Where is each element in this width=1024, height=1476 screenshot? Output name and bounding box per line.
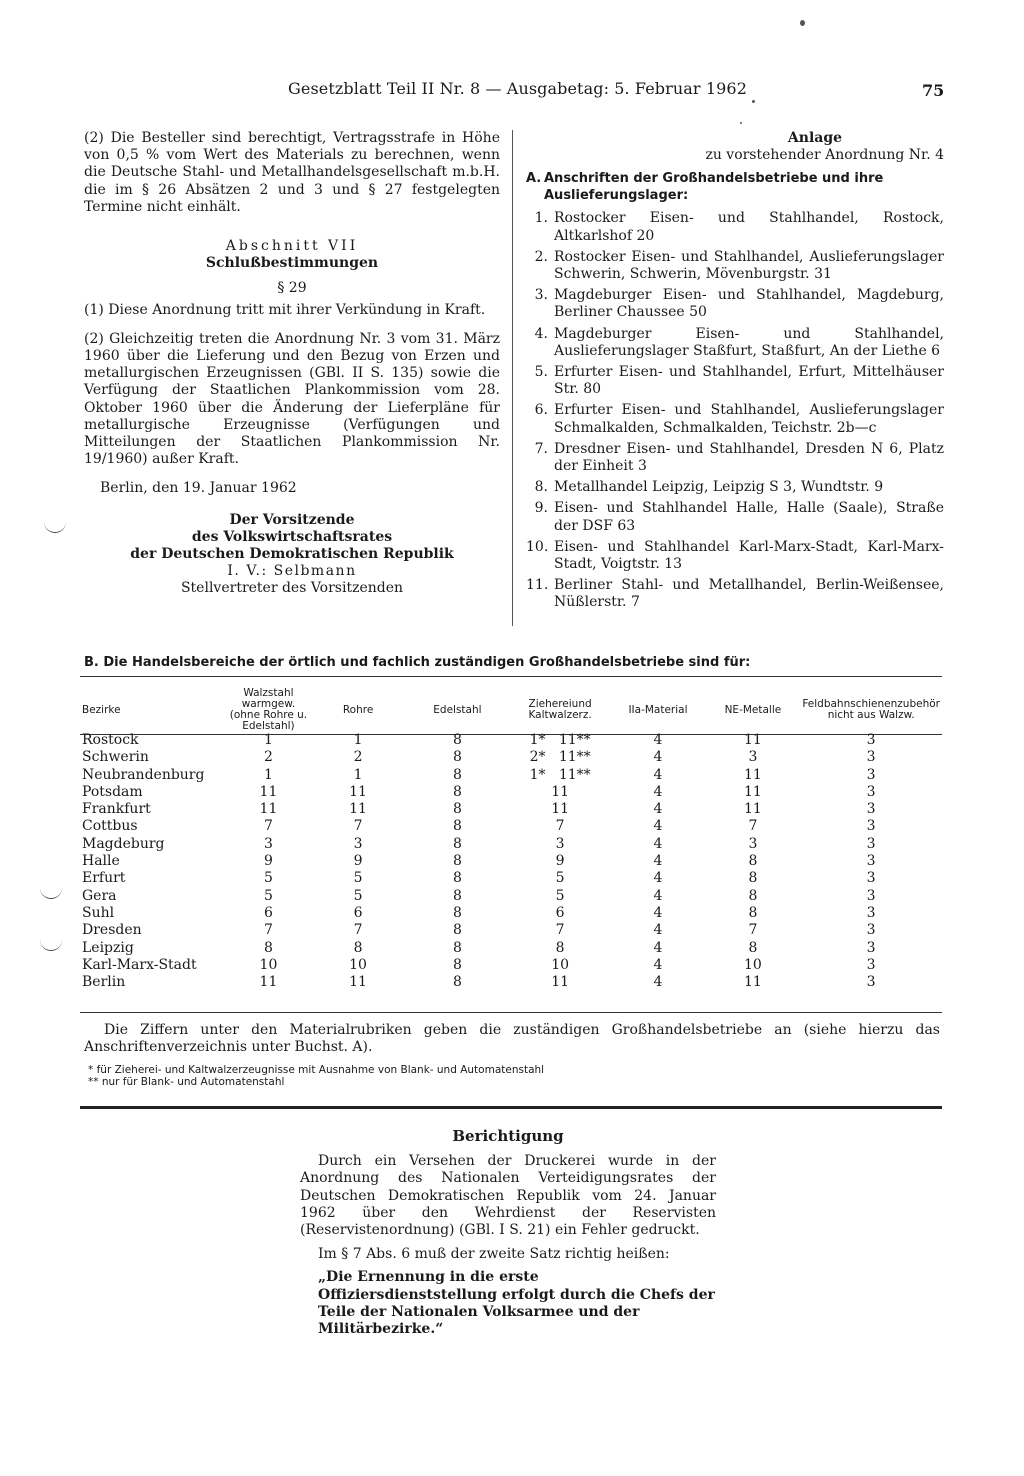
berichtigung-title: Berichtigung <box>452 1127 564 1145</box>
address-text: Erfurter Eisen- und Stahlhandel, Erfurt, Mittelhäuser Str. 80 <box>554 364 944 398</box>
address-item <box>526 249 944 283</box>
section-a-heading <box>526 170 944 204</box>
table-cell: 5 <box>263 887 273 904</box>
table-row <box>80 940 942 957</box>
margin-check-mark <box>40 886 62 899</box>
address-item <box>526 539 944 573</box>
address-item <box>526 287 944 321</box>
distribution-table <box>80 688 942 991</box>
table-cell: 8 <box>452 904 462 921</box>
table-cell: 11 <box>259 783 278 800</box>
bezirk-cell: Potsdam <box>82 783 143 800</box>
table-cell: 1* 11** <box>529 766 591 783</box>
table-cell: 8 <box>748 904 758 921</box>
anlage-title: Anlage <box>787 130 843 146</box>
address-number: 3. <box>534 287 548 304</box>
table-cell: 8 <box>748 939 758 956</box>
table-cell: 8 <box>452 818 462 835</box>
right-column <box>526 130 944 616</box>
address-text: Magdeburger Eisen- und Stahlhandel, Magdeburg, Berliner Chaussee 50 <box>554 287 944 321</box>
print-speck <box>800 20 805 26</box>
address-number: 7. <box>534 440 548 457</box>
p29-clause-1: (1) Diese Anordnung tritt mit ihrer Verkündung in Kraft. <box>84 301 486 318</box>
table-cell: 11 <box>551 974 570 991</box>
table-note: Die Ziffern unter den Materialrubriken geben die zuständigen Großhandelsbetriebe an (siehe hierzu das Anschriftenverzeichnis unter Buchst. A). <box>84 1022 940 1056</box>
table-header-row <box>80 688 942 732</box>
section-b-heading: B. Die Handelsbereiche der örtlich und fachlich zuständigen Großhandelsbetriebe sind für: <box>84 655 751 670</box>
table-row <box>80 749 942 766</box>
table-cell: 8 <box>452 956 462 973</box>
table-cell: 7 <box>263 818 273 835</box>
table-cell: 3 <box>866 732 876 748</box>
signature-line-1: Der Vorsitzende <box>229 511 355 528</box>
table-cell: 8 <box>452 853 462 870</box>
paragraph-2: (2) Die Besteller sind berechtigt, Vertragsstrafe in Höhe von 0,5 % vom Wert des Materials zu berechnen, wenn die Deutsche Stahl- und Metallhandelsgesellschaft m.b.H. die im § 26 Absätzen 2 und 3 und § 27 festgelegten Termine nicht einhält. <box>84 130 500 215</box>
table-row <box>80 784 942 801</box>
footnote-1: * für Zieherei- und Kaltwalzerzeugnisse mit Ausnahme von Blank- und Automatenstahl <box>88 1064 545 1076</box>
address-number: 5. <box>534 364 548 381</box>
table-cell: 4 <box>653 922 663 939</box>
address-item <box>526 402 944 436</box>
table-cell: 4 <box>653 749 663 766</box>
address-item <box>526 441 944 475</box>
table-cell: 11 <box>349 783 367 800</box>
table-cell: 3 <box>866 766 876 783</box>
table-cell: 3 <box>866 749 876 766</box>
footnote-2: ** nur für Blank- und Automatenstahl <box>88 1076 285 1088</box>
table-cell: 9 <box>263 853 273 870</box>
page-number: 75 <box>922 81 945 100</box>
table-row <box>80 905 942 922</box>
table-cell: 8 <box>452 732 462 748</box>
section-a-letter: A. <box>526 171 542 187</box>
signature-block <box>84 512 500 598</box>
table-row <box>80 818 942 835</box>
column-header: Rohre <box>342 703 374 716</box>
table-cell: 8 <box>452 766 462 783</box>
address-item <box>526 326 944 360</box>
left-column <box>84 130 500 598</box>
column-header: Ziehereiund Kaltwalzerz. <box>528 698 592 721</box>
bezirk-cell: Berlin <box>82 974 126 991</box>
table-cell: 8 <box>452 749 462 766</box>
table-cell: 8 <box>263 939 273 956</box>
table-cell: 3 <box>555 835 565 852</box>
table-cell: 1 <box>263 766 273 783</box>
print-speck <box>740 122 742 124</box>
table-cell: 8 <box>452 887 462 904</box>
table-cell: 3 <box>353 835 363 852</box>
table-cell: 11 <box>744 783 762 800</box>
table-cell: 8 <box>452 922 462 939</box>
table-row <box>80 888 942 905</box>
table-cell: 8 <box>555 939 565 956</box>
table-cell: 6 <box>353 904 363 921</box>
bezirk-cell: Cottbus <box>82 818 138 835</box>
table-cell: 7 <box>263 922 273 939</box>
table-cell: 7 <box>555 818 565 835</box>
column-header: IIa-Material <box>628 703 688 716</box>
table-cell: 8 <box>748 853 758 870</box>
table-cell: 3 <box>866 818 876 835</box>
table-cell: 11 <box>259 801 278 818</box>
bezirk-cell: Erfurt <box>82 870 126 887</box>
table-cell: 4 <box>653 818 663 835</box>
bezirk-cell: Leipzig <box>82 939 134 956</box>
table-cell: 4 <box>653 956 663 973</box>
table-cell: 5 <box>353 870 363 887</box>
table-top-rule <box>80 676 942 677</box>
table-cell: 4 <box>653 835 663 852</box>
table-row <box>80 922 942 939</box>
signature-line-2: des Volkswirtschaftsrates <box>191 528 393 545</box>
table-cell: 3 <box>866 922 876 939</box>
column-header: Walzstahl warmgew. (ohne Rohre u. Edelstahl) <box>229 687 308 732</box>
bezirk-cell: Magdeburg <box>82 835 165 852</box>
address-text: Magdeburger Eisen- und Stahlhandel, Auslieferungslager Staßfurt, Staßfurt, An der Liethe 6 <box>554 325 944 359</box>
table-cell: 7 <box>353 818 363 835</box>
table-cell: 10 <box>551 956 570 973</box>
bezirk-cell: Schwerin <box>82 749 149 766</box>
table-cell: 8 <box>748 870 758 887</box>
table-cell: 6 <box>263 904 273 921</box>
table-cell: 3 <box>866 870 876 887</box>
table-cell: 4 <box>653 783 663 800</box>
table-cell: 4 <box>653 870 663 887</box>
address-number: 2. <box>534 248 548 265</box>
section-rule <box>80 1106 942 1109</box>
address-number: 10. <box>526 538 549 555</box>
table-cell: 8 <box>452 870 462 887</box>
table-cell: 8 <box>452 974 462 991</box>
section-a-title: Anschriften der Großhandelsbetriebe und ihre Auslieferungslager: <box>544 171 884 204</box>
bezirk-cell: Frankfurt <box>82 801 151 818</box>
table-cell: 3 <box>748 749 758 766</box>
table-cell: 1 <box>263 732 273 748</box>
column-header: NE-Metalle <box>724 703 782 716</box>
address-number: 8. <box>534 479 548 496</box>
bezirk-cell: Suhl <box>82 904 115 921</box>
table-cell: 10 <box>744 956 762 973</box>
table-cell: 11 <box>744 974 762 991</box>
table-row <box>80 974 942 991</box>
address-text: Rostocker Eisen- und Stahlhandel, Auslieferungslager Schwerin, Schwerin, Mövenburgstr. 31 <box>554 248 944 283</box>
table-cell: 11 <box>744 732 762 748</box>
section-label: Abschnitt VII <box>225 238 359 255</box>
bezirk-cell: Halle <box>82 853 120 870</box>
table-cell: 7 <box>748 922 758 939</box>
address-number: 6. <box>534 402 548 419</box>
table-row <box>80 870 942 887</box>
table-cell: 5 <box>555 887 565 904</box>
table-row <box>80 801 942 818</box>
table-cell: 8 <box>353 939 363 956</box>
table-cell: 4 <box>653 887 663 904</box>
table-cell: 4 <box>653 801 663 818</box>
table-cell: 11 <box>551 783 570 800</box>
address-item <box>526 577 944 611</box>
table-cell: 11 <box>551 801 570 818</box>
table-cell: 5 <box>263 870 273 887</box>
address-item <box>526 479 944 496</box>
column-header: Bezirke <box>82 703 121 716</box>
table-cell: 4 <box>653 853 663 870</box>
table-row <box>80 853 942 870</box>
margin-check-mark <box>40 938 62 951</box>
table-cell: 3 <box>866 783 876 800</box>
signature-line-3: der Deutschen Demokratischen Republik <box>130 546 454 563</box>
table-cell: 11 <box>744 766 762 783</box>
table-cell: 7 <box>748 818 758 835</box>
table-cell: 5 <box>353 887 363 904</box>
running-header: Gesetzblatt Teil II Nr. 8 — Ausgabetag: 5. Februar 1962 <box>288 79 747 98</box>
bezirk-cell: Rostock <box>82 732 139 748</box>
table-row <box>80 836 942 853</box>
bezirk-cell: Neubrandenburg <box>82 766 205 783</box>
column-header: Edelstahl <box>433 703 482 716</box>
bezirk-cell: Gera <box>82 887 117 904</box>
address-number: 9. <box>534 500 548 517</box>
table-cell: 1 <box>353 732 363 748</box>
section-title: Schlußbestimmungen <box>205 255 379 272</box>
table-cell: 1* 11** <box>529 732 591 748</box>
address-item <box>526 210 944 244</box>
table-cell: 2 <box>353 749 363 766</box>
print-speck <box>752 100 755 103</box>
table-cell: 7 <box>353 922 363 939</box>
table-cell: 7 <box>555 922 565 939</box>
address-item <box>526 364 944 398</box>
address-text: Eisen- und Stahlhandel Karl-Marx-Stadt, Karl-Marx-Stadt, Voigtstr. 13 <box>554 538 944 573</box>
table-row <box>80 732 942 749</box>
margin-check-mark <box>44 520 66 533</box>
table-cell: 10 <box>349 956 367 973</box>
paragraph-sign: § 29 <box>277 280 307 297</box>
table-header <box>80 688 942 732</box>
table-cell: 4 <box>653 732 663 748</box>
table-cell: 3 <box>866 939 876 956</box>
table-cell: 2 <box>263 749 273 766</box>
table-cell: 8 <box>452 939 462 956</box>
table-cell: 8 <box>452 801 462 818</box>
table-row <box>80 767 942 784</box>
address-number: 1. <box>534 210 548 227</box>
berichtigung-quote: „Die Ernennung in die erste Offiziersdienststellung erfolgt durch die Chefs der Teile der Nationalen Volksarmee und der Militärbezirke.“ <box>318 1269 715 1338</box>
table-cell: 10 <box>259 956 278 973</box>
address-text: Eisen- und Stahlhandel Halle, Halle (Saale), Straße der DSF 63 <box>554 500 944 534</box>
table-cell: 9 <box>555 853 565 870</box>
table-cell: 8 <box>452 835 462 852</box>
address-text: Dresdner Eisen- und Stahlhandel, Dresden N 6, Platz der Einheit 3 <box>554 440 944 475</box>
table-cell: 3 <box>866 974 876 991</box>
table-cell: 5 <box>555 870 565 887</box>
berichtigung-para-2: Im § 7 Abs. 6 muß der zweite Satz richtig heißen: <box>318 1246 670 1263</box>
address-number: 4. <box>534 325 548 342</box>
table-cell: 8 <box>452 783 462 800</box>
table-cell: 11 <box>349 801 367 818</box>
table-cell: 4 <box>653 939 663 956</box>
address-number: 11. <box>526 577 549 594</box>
address-text: Rostocker Eisen- und Stahlhandel, Rostock, Altkarlshof 20 <box>554 210 944 244</box>
date-line: Berlin, den 19. Januar 1962 <box>100 480 297 497</box>
table-cell: 11 <box>349 974 367 991</box>
table-cell: 3 <box>748 835 758 852</box>
column-header: Feldbahnschienenzubehör nicht aus Walzw. <box>802 698 940 721</box>
column-divider <box>512 130 513 626</box>
table-cell: 4 <box>653 766 663 783</box>
bezirk-cell: Dresden <box>82 922 142 939</box>
anlage-subtitle: zu vorstehender Anordnung Nr. 4 <box>705 147 944 164</box>
table-cell: 3 <box>866 887 876 904</box>
signature-line-5: Stellvertreter des Vorsitzenden <box>180 580 404 597</box>
table-cell: 3 <box>866 835 876 852</box>
table-body <box>80 732 942 991</box>
table-cell: 2* 11** <box>529 749 591 766</box>
table-bottom-rule <box>80 1012 942 1013</box>
address-text: Erfurter Eisen- und Stahlhandel, Auslieferungslager Schmalkalden, Schmalkalden, Teichstr. 2b—c <box>554 402 944 436</box>
bezirk-cell: Karl-Marx-Stadt <box>82 956 197 973</box>
table-cell: 3 <box>866 801 876 818</box>
table-cell: 3 <box>263 835 273 852</box>
table-cell: 11 <box>744 801 762 818</box>
address-text: Metallhandel Leipzig, Leipzig S 3, Wundtstr. 9 <box>554 479 884 496</box>
address-list <box>526 210 944 611</box>
table-cell: 6 <box>555 904 565 921</box>
berichtigung-block <box>300 1128 716 1338</box>
table-cell: 4 <box>653 904 663 921</box>
address-text: Berliner Stahl- und Metallhandel, Berlin-Weißensee, Nüßlerstr. 7 <box>554 577 944 611</box>
table-cell: 11 <box>259 974 278 991</box>
table-cell: 3 <box>866 853 876 870</box>
table-cell: 3 <box>866 904 876 921</box>
table-cell: 9 <box>353 853 363 870</box>
table-row <box>80 957 942 974</box>
address-item <box>526 500 944 534</box>
p29-clause-2: (2) Gleichzeitig treten die Anordnung Nr. 3 vom 31. März 1960 über die Lieferung und den Bezug von Erzen und metallurgischen Erzeugnissen (GBl. II S. 135) sowie die Verfügung der Staatlichen Plankommission vom 28. Oktober 1960 über die Änderung der Lieferpläne für metallurgische Erzeugnisse (Verfügungen und Mitteilungen der Staatlichen Plankommission Nr. 19/1960) außer Kraft. <box>84 330 500 468</box>
table-cell: 1 <box>353 766 363 783</box>
table-cell: 8 <box>748 887 758 904</box>
table-cell: 4 <box>653 974 663 991</box>
signature-line-4: I. V.: Selbmann <box>227 563 357 580</box>
table-cell: 3 <box>866 956 876 973</box>
berichtigung-para-1: Durch ein Versehen der Druckerei wurde in der Anordnung des Nationalen Verteidigungsrates der Deutschen Demokratischen Republik vom 24. Januar 1962 über den Wehrdienst der Reservisten (Reservistenordnung) (GBl. I S. 21) ein Fehler gedruckt. <box>300 1153 716 1239</box>
